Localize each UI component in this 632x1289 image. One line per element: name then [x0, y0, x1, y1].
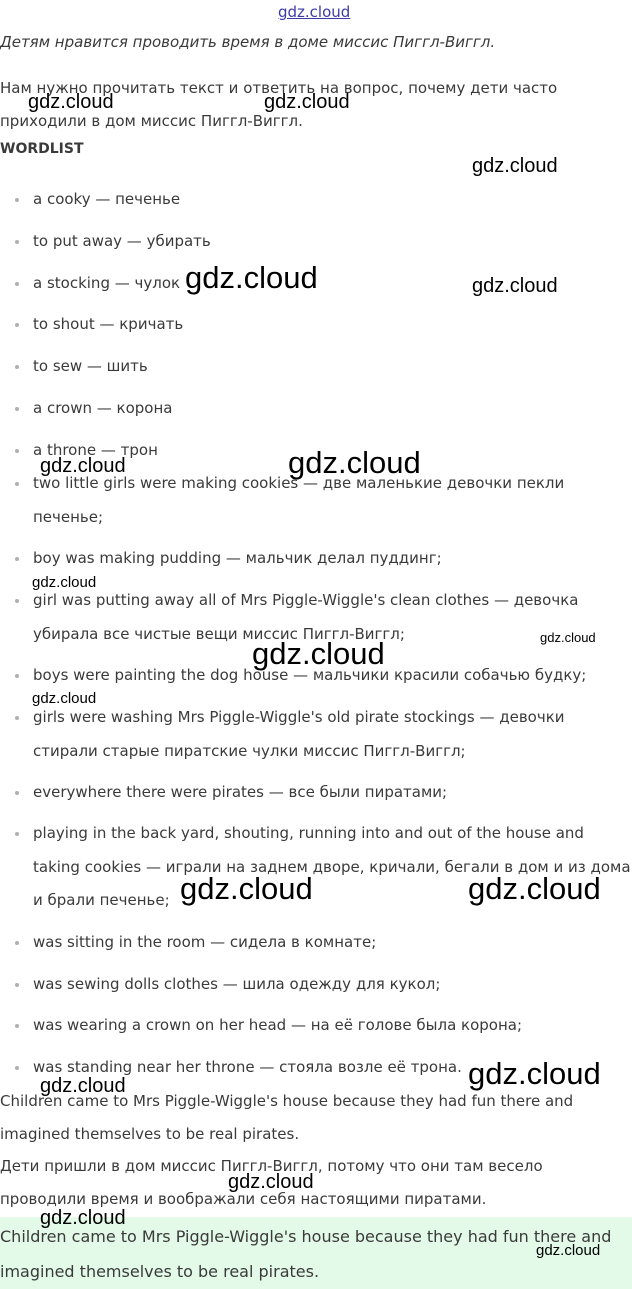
- watermark: gdz.cloud: [472, 155, 558, 177]
- bullet-icon: [15, 832, 19, 836]
- watermark: gdz.cloud: [40, 1075, 126, 1097]
- bullet-icon: [15, 599, 19, 603]
- list-item: a crown — корона: [0, 392, 632, 426]
- list-item: was sitting in the room — сидела в комнате;: [0, 926, 632, 960]
- watermark: gdz.cloud: [32, 574, 97, 591]
- list-item: two little girls were making cookies — две маленькие девочки пекли печенье;: [0, 467, 632, 534]
- watermark: gdz.cloud: [185, 260, 318, 295]
- list-item: a cooky — печенье: [0, 183, 632, 217]
- bullet-icon: [15, 365, 19, 369]
- list-item: girl was putting away all of Mrs Piggle-Wiggle's clean clothes — девочка убирала все чистые вещи миссис Пиггл-Виггл;: [0, 584, 632, 651]
- list-item: was wearing a crown on her head — на её голове была корона;: [0, 1009, 632, 1043]
- watermark: gdz.cloud: [540, 630, 596, 645]
- highlighted-answer: Children came to Mrs Piggle-Wiggle's house because they had fun there and imagined themselves to be real pirates.: [0, 1227, 612, 1281]
- bullet-icon: [15, 791, 19, 795]
- list-item: everywhere there were pirates — все были пиратами;: [0, 776, 632, 810]
- bullet-icon: [15, 674, 19, 678]
- list-item: was standing near her throne — стояла возле её трона.: [0, 1051, 632, 1085]
- watermark: gdz.cloud: [264, 91, 350, 113]
- watermark: gdz.cloud: [28, 91, 114, 113]
- bullet-icon: [15, 557, 19, 561]
- bullet-icon: [15, 449, 19, 453]
- watermark: gdz.cloud: [468, 1056, 601, 1091]
- task-instruction: Нам нужно прочитать текст и ответить на вопрос, почему дети часто приходили в дом миссис Пиггл-Виггл.: [0, 79, 558, 130]
- list-item: to shout — кричать: [0, 308, 632, 342]
- bullet-icon: [15, 1066, 19, 1070]
- bullet-icon: [15, 323, 19, 327]
- watermark: gdz.cloud: [288, 445, 421, 480]
- list-item: to sew — шить: [0, 350, 632, 384]
- watermark: gdz.cloud: [536, 1242, 601, 1259]
- bullet-icon: [15, 941, 19, 945]
- bullet-icon: [15, 407, 19, 411]
- bullet-icon: [15, 240, 19, 244]
- site-watermark-link[interactable]: gdz.cloud: [278, 3, 351, 21]
- list-item: was sewing dolls clothes — шила одежду для кукол;: [0, 968, 632, 1002]
- list-item: girls were washing Mrs Piggle-Wiggle's old pirate stockings — девочки стирали старые пиратские чулки миссис Пиггл-Виггл;: [0, 701, 632, 768]
- list-item: to put away — убирать: [0, 225, 632, 259]
- bullet-icon: [15, 482, 19, 486]
- watermark: gdz.cloud: [180, 871, 313, 906]
- bullet-icon: [15, 1024, 19, 1028]
- watermark: gdz.cloud: [252, 636, 385, 671]
- list-item: boys were painting the dog house — мальчики красили собачью будку;: [0, 659, 632, 693]
- list-item: boy was making pudding — мальчик делал пуддинг;: [0, 542, 632, 576]
- wordlist-heading: WORDLIST: [0, 141, 84, 157]
- bullet-icon: [15, 716, 19, 720]
- answer-russian: Дети пришли в дом миссис Пиггл-Виггл, потому что они там весело проводили время и воображали себя настоящими пиратами.: [0, 1157, 543, 1208]
- list-item: a throne — трон: [0, 434, 632, 468]
- list-item: a stocking — чулок: [0, 267, 632, 301]
- bullet-icon: [15, 198, 19, 202]
- bullet-icon: [15, 282, 19, 286]
- watermark: gdz.cloud: [468, 871, 601, 906]
- list-item: playing in the back yard, shouting, running into and out of the house and taking cookies — играли на заднем дворе, кричали, бегали в дом и из дома и брали печенье;: [0, 817, 632, 918]
- bullet-icon: [15, 983, 19, 987]
- watermark: gdz.cloud: [40, 455, 126, 477]
- watermark: gdz.cloud: [228, 1171, 314, 1193]
- watermark: gdz.cloud: [472, 275, 558, 297]
- answer-english: Children came to Mrs Piggle-Wiggle's house because they had fun there and imagined themselves to be real pirates.: [0, 1092, 574, 1143]
- watermark: gdz.cloud: [32, 690, 97, 707]
- task-description: Детям нравится проводить время в доме миссис Пиггл-Виггл.: [0, 33, 496, 51]
- watermark: gdz.cloud: [40, 1207, 126, 1229]
